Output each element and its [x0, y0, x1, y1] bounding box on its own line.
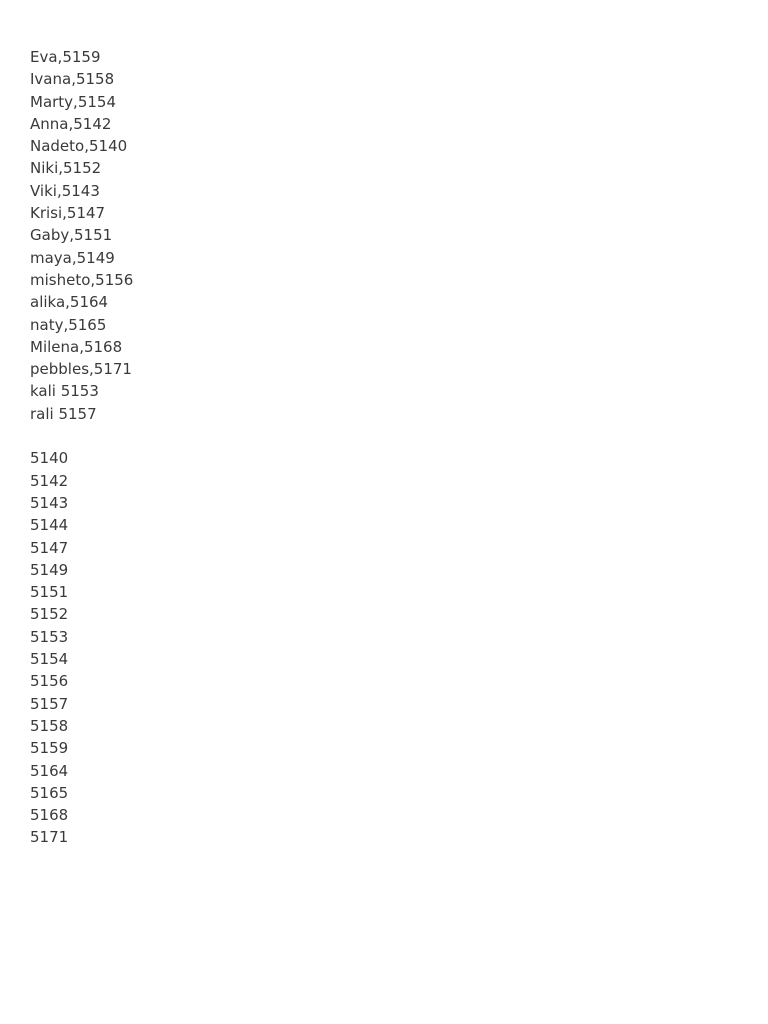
names-list: [30, 46, 730, 425]
list-item: rali 5157: [30, 404, 97, 423]
numbers-list: [30, 447, 730, 848]
list-item: 5158: [30, 716, 69, 735]
list-item: naty,5165: [30, 315, 107, 334]
list-item: 5142: [30, 471, 69, 490]
list-item: misheto,5156: [30, 270, 134, 289]
list-item: 5164: [30, 761, 69, 780]
list-item: Viki,5143: [30, 181, 100, 200]
list-item: 5168: [30, 806, 69, 825]
list-item: 5149: [30, 560, 69, 579]
list-item: 5171: [30, 828, 69, 847]
list-item: 5140: [30, 449, 69, 468]
list-item: 5156: [30, 672, 69, 691]
list-item: Niki,5152: [30, 159, 102, 178]
list-item: 5159: [30, 739, 69, 758]
list-item: 5151: [30, 583, 69, 602]
list-item: 5144: [30, 516, 69, 535]
list-item: Ivana,5158: [30, 70, 115, 89]
list-item: Milena,5168: [30, 337, 123, 356]
list-item: 5157: [30, 694, 69, 713]
blank-line: [30, 425, 730, 447]
list-item: 5165: [30, 783, 69, 802]
list-item: Eva,5159: [30, 48, 101, 66]
list-item: Nadeto,5140: [30, 137, 128, 156]
list-item: pebbles,5171: [30, 360, 132, 379]
list-item: 5143: [30, 493, 69, 512]
note-document[interactable]: [30, 46, 730, 849]
list-item: Gaby,5151: [30, 226, 113, 245]
list-item: 5154: [30, 650, 69, 669]
list-item: 5152: [30, 605, 69, 624]
list-item: alika,5164: [30, 293, 109, 312]
list-item: Krisi,5147: [30, 204, 106, 223]
list-item: maya,5149: [30, 248, 115, 267]
list-item: 5147: [30, 538, 69, 557]
list-item: Anna,5142: [30, 114, 112, 133]
list-item: kali 5153: [30, 382, 99, 401]
list-item: Marty,5154: [30, 92, 117, 111]
list-item: 5153: [30, 627, 69, 646]
